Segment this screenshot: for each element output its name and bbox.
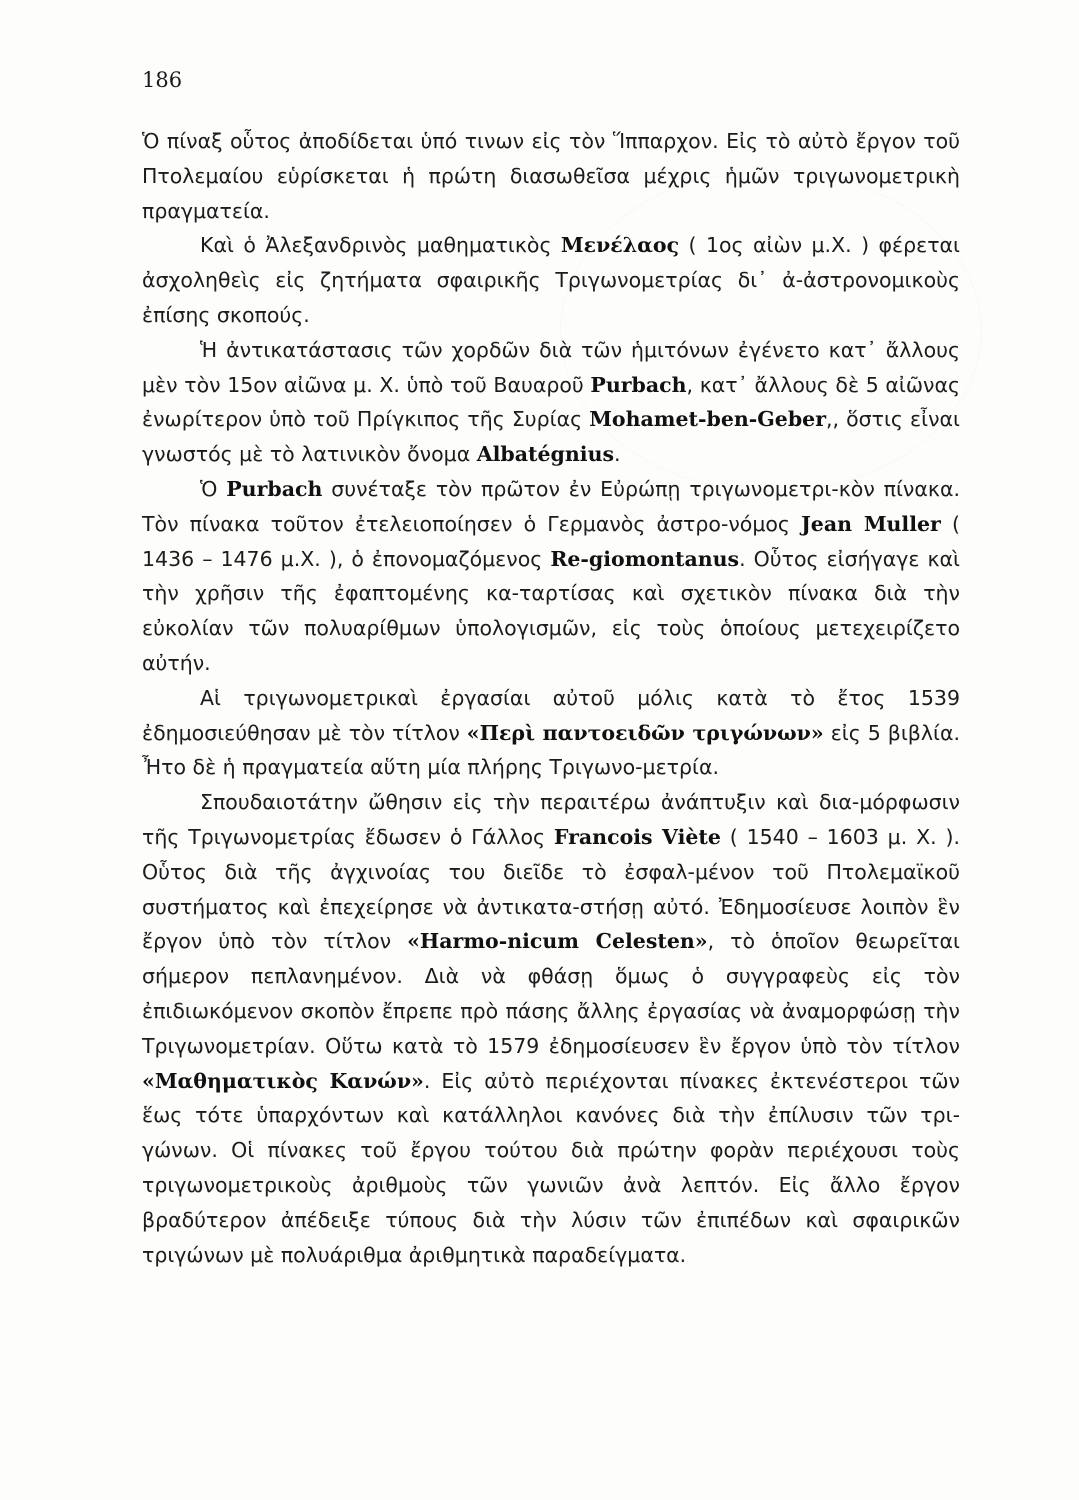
name-menelaos: Μενέλαος [560, 233, 680, 258]
page-number: 186 [142, 68, 183, 92]
name-purbach-2: Purbach [226, 476, 323, 501]
paragraph-6-text-4: . Εἰς αὐτὸ περιέχονται πίνακες ἐκτενέστεροι τῶν ἕως τότε ὑπαρχόντων καὶ κατάλληλοι κανόνες διὰ τὴν ἐπίλυσιν τῶν τρι-γώνων. Οἱ πίνακες τοῦ ἔργου τούτου διὰ πρώτην φορὰν περιέχουσι τοὺς τριγωνομετρικοὺς ἀριθμοὺς τῶν γωνιῶν ἀνὰ λεπτόν. Εἰς ἄλλο ἔργον βραδύτερον ἀπέδειξε τύπους διὰ τὴν λύσιν τῶν ἐπιπέδων καὶ σφαιρικῶν τριγώνων μὲ πολυάριθμα ἀριθμητικὰ παραδείγματα. [142, 1068, 960, 1267]
body-text [142, 124, 960, 1272]
paragraph-2 [142, 228, 960, 332]
paragraph-6-text-2: ( 1540 – 1603 μ. Χ. ). Οὗτος διὰ τῆς ἀγχινοίας του διεῖδε τὸ ἐσφαλ-μένον τοῦ Πτολεμαϊκοῦ συστήματος καὶ ἐπεχείρησε νὰ ἀντικατα-στήσῃ αὐτό. Ἐδημοσίευσε λοιπὸν ἓν ἔργον ὑπὸ τὸν τίτλον [142, 824, 960, 954]
paragraph-4-text-3: ( 1436 – 1476 μ.Χ. ), ὁ ἐπονομαζόμενος [142, 511, 960, 571]
paragraph-1 [142, 124, 960, 228]
paragraph-6-text-1: Σπουδαιοτάτην ὤθησιν εἰς τὴν περαιτέρω ἀνάπτυξιν καὶ δια-μόρφωσιν τῆς Τριγωνομετρίας ἔδωσεν ὁ Γάλλος [142, 790, 960, 849]
name-regiomontanus: Re-giomontanus [550, 546, 740, 571]
paragraph-3-text-3: ,, ὅστις εἶναι γνωστός μὲ τὸ λατινικὸν ὄνομα [142, 407, 960, 467]
paragraph-4-text-4: . Οὗτος εἰσήγαγε καὶ τὴν χρῆσιν τῆς ἐφαπτομένης κα-ταρτίσας καὶ σχετικὸν πίνακα διὰ τὴν εὐκολίαν τῶν πολυαρίθμων ὑπολογισμῶν, εἰς τοὺς ὁποίους μετεχειρίζετο αὐτήν. [142, 546, 960, 675]
paragraph-4-text-1: Ὁ [200, 476, 227, 501]
name-jean-muller: Jean Muller [801, 511, 941, 536]
paragraph-5-text-2: εἰς 5 βιβλία. Ἦτο δὲ ἡ πραγματεία αὕτη μία πλήρης Τριγωνο-μετρία. [142, 720, 960, 780]
title-harmonicum-celesten: «Harmo-nicum Celesten» [407, 929, 708, 954]
name-francois-viete: Francois Viète [553, 824, 721, 849]
paragraph-1-text: Ὁ πίναξ οὗτος ἀποδίδεται ὑπό τινων εἰς τὸν Ἵππαρχον. Εἰς τὸ αὐτὸ ἔργον τοῦ Πτολεμαίου εὑρίσκεται ἡ πρώτη διασωθεῖσα μέχρις ἡμῶν τριγωνομετρικὴ πραγματεία. [142, 129, 960, 223]
paragraph-4 [142, 472, 960, 681]
paragraph-4-text-2: συνέταξε τὸν πρῶτον ἐν Εὐρώπῃ τριγωνομετρι-κὸν πίνακα. Τὸν πίνακα τοῦτον ἐτελειοποίησεν ὁ Γερμανὸς ἀστρο-νόμος [142, 476, 960, 536]
paragraph-2-text-1: Καὶ ὁ Ἀλεξανδρινὸς μαθηματικὸς [200, 233, 561, 258]
name-albategnius: Albatégnius [476, 442, 615, 467]
paragraph-2-text-2: ( 1ος αἰὼν μ.Χ. ) φέρεται ἀσχοληθεὶς εἰς ζητήματα σφαιρικῆς Τριγωνομετρίας δι᾽ ἀ-ἀστρονομικοὺς ἐπίσης σκοπούς. [142, 233, 960, 327]
title-mathematikos-kanon: «Μαθηματικὸς Κανών» [142, 1068, 424, 1093]
paragraph-5-text-1: Αἱ τριγωνομετρικαὶ ἐργασίαι αὐτοῦ μόλις κατὰ τὸ ἔτος 1539 ἐδημοσιεύθησαν μὲ τὸν τίτλον [142, 685, 960, 745]
paragraph-3-text-1: Ἡ ἀντικατάστασις τῶν χορδῶν διὰ τῶν ἡμιτόνων ἐγένετο κατ᾽ ἄλλους μὲν τὸν 15ον αἰῶνα μ. Χ. ὑπὸ τοῦ Βαυαροῦ [142, 337, 960, 397]
title-peri-pantoeidon-trigonon: «Περὶ παντοειδῶν τριγώνων» [466, 720, 824, 745]
paragraph-3-text-4: . [614, 442, 621, 467]
paragraph-6-text-3: , τὸ ὁποῖον θεωρεῖται σήμερον πεπλανημένον. Διὰ νὰ φθάσῃ ὅμως ὁ συγγραφεὺς εἰς τὸν ἐπιδιωκόμενον σκοπὸν ἔπρεπε πρὸ πάσης ἄλλης ἐργασίας νὰ ἀναμορφώσῃ τὴν Τριγωνομετρίαν. Οὕτω κατὰ τὸ 1579 ἐδημοσίευσεν ἓν ἔργον ὑπὸ τὸν τίτλον [142, 929, 960, 1058]
paragraph-5 [142, 681, 960, 785]
paragraph-3-text-2: , κατ᾽ ἄλλους δὲ 5 αἰῶνας ἐνωρίτερον ὑπὸ τοῦ Πρίγκιπος τῆς Συρίας [142, 372, 960, 432]
paragraph-6 [142, 785, 960, 1272]
paragraph-3 [142, 333, 960, 472]
name-mohamet-ben-geber: Mohamet-ben-Geber [589, 407, 826, 432]
name-purbach: Purbach [590, 372, 687, 397]
